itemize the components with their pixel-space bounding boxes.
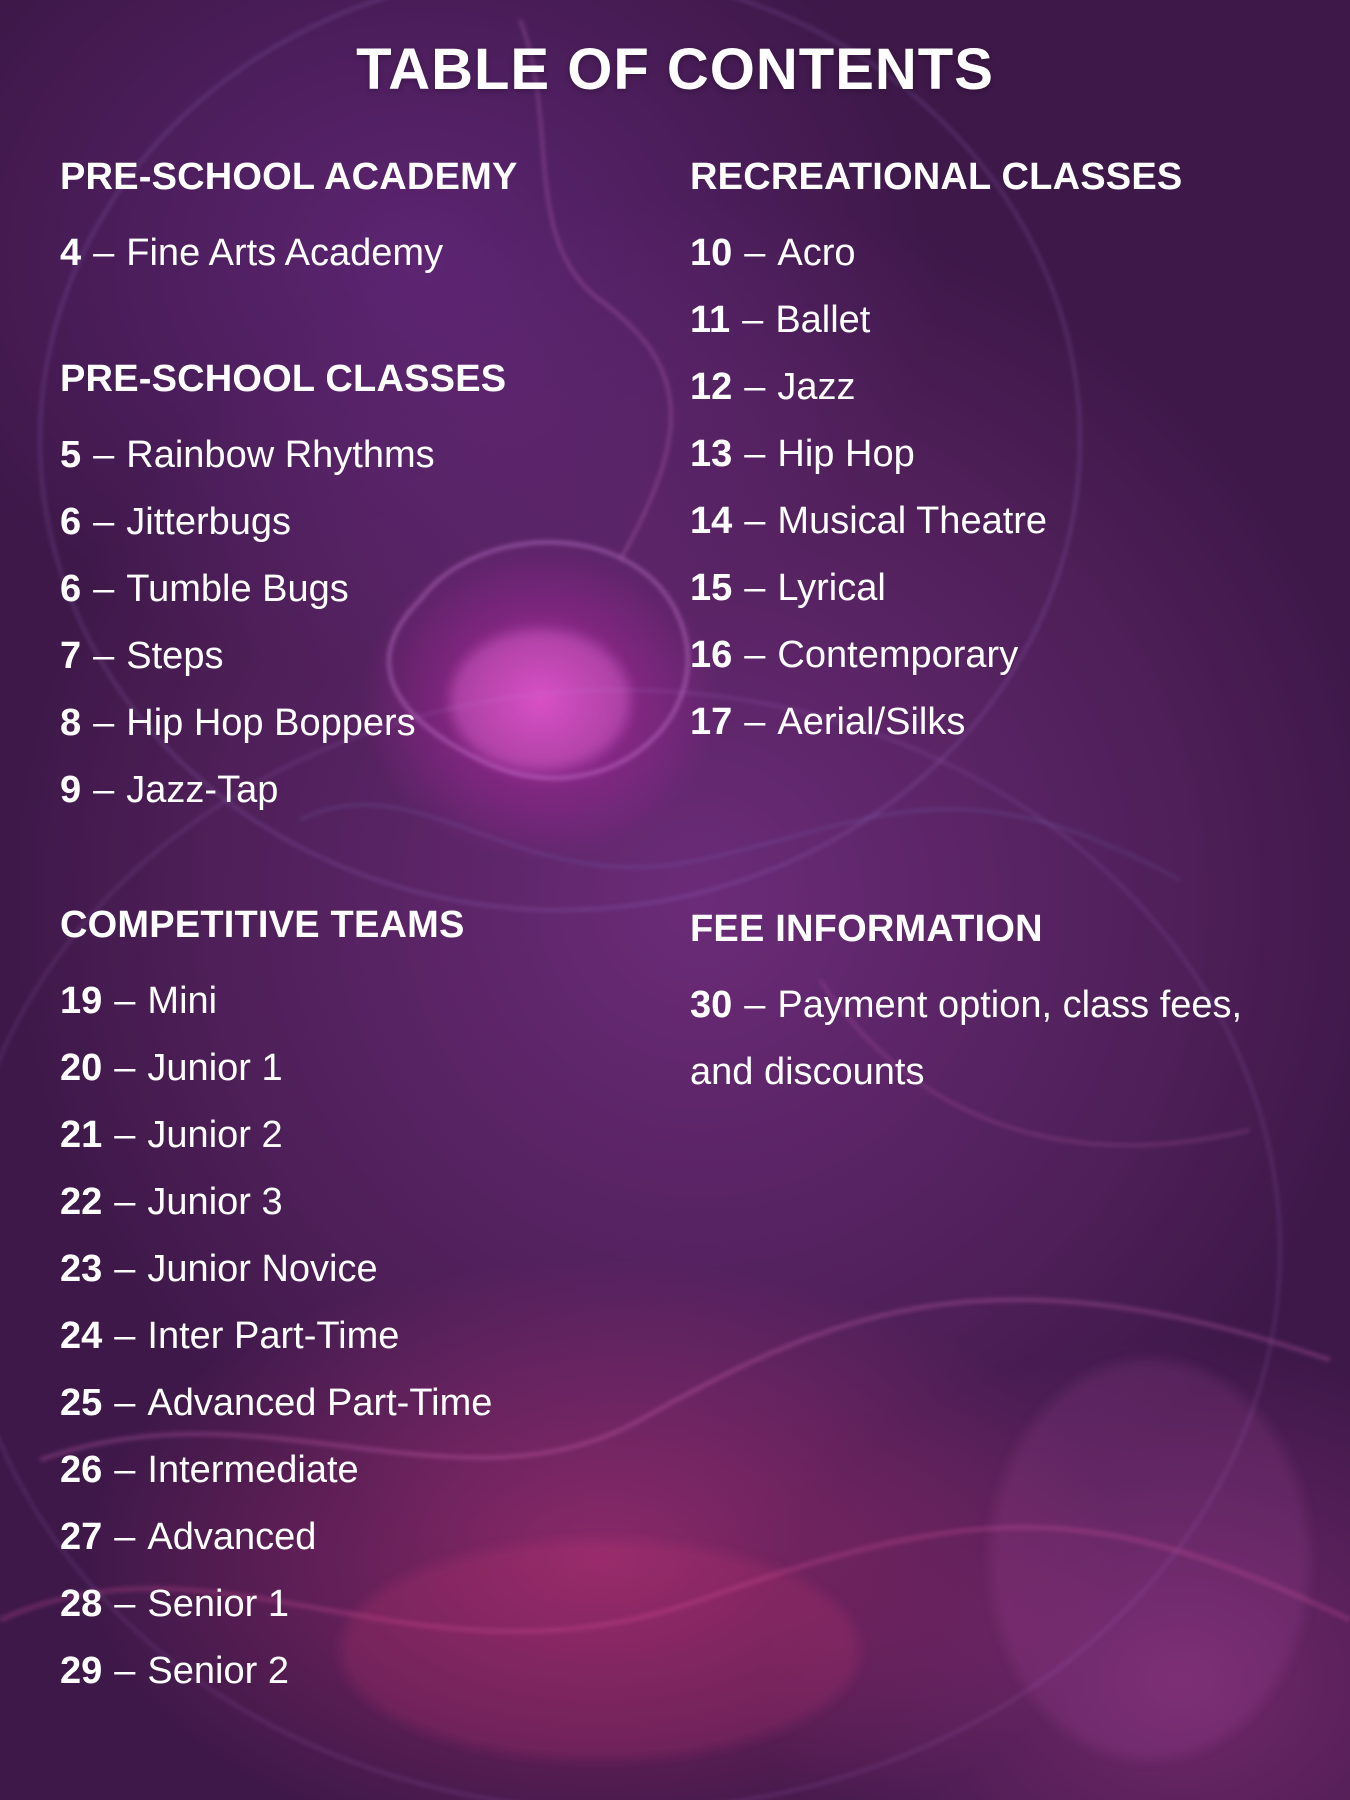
entry-title: Steps	[126, 635, 224, 677]
toc-entry	[60, 1236, 492, 1303]
page-number: 30	[690, 984, 733, 1026]
page-number: 21	[60, 1114, 103, 1156]
entry-title: Jitterbugs	[126, 501, 292, 543]
entry-title: Mini	[147, 980, 218, 1022]
section-heading: PRE-SCHOOL ACADEMY	[60, 156, 518, 198]
entry-title: Ballet	[775, 299, 871, 341]
entry-title: Hip Hop	[777, 433, 915, 475]
entry-title: Junior Novice	[147, 1248, 378, 1290]
toc-entry	[60, 1102, 492, 1169]
page-number: 8	[60, 702, 82, 744]
toc-entry	[60, 1370, 492, 1437]
separator-dash: –	[744, 433, 766, 475]
separator-dash: –	[114, 1650, 136, 1692]
separator-dash: –	[93, 702, 115, 744]
entry-title: Hip Hop Boppers	[126, 702, 416, 744]
separator-dash: –	[114, 1583, 136, 1625]
page-number: 14	[690, 500, 733, 542]
separator-dash: –	[93, 501, 115, 543]
page-number: 4	[60, 232, 82, 274]
separator-dash: –	[744, 500, 766, 542]
toc-entry	[60, 1169, 492, 1236]
page-number: 7	[60, 635, 82, 677]
entry-title: Payment option, class fees, and discounts	[690, 984, 1243, 1093]
toc-entry	[60, 1437, 492, 1504]
separator-dash: –	[114, 980, 136, 1022]
entry-title: Senior 2	[147, 1650, 289, 1692]
toc-entry	[60, 623, 506, 690]
page-number: 17	[690, 701, 733, 743]
page-number: 25	[60, 1382, 103, 1424]
toc-entry	[690, 354, 1182, 421]
separator-dash: –	[114, 1047, 136, 1089]
entry-title: Inter Part-Time	[147, 1315, 400, 1357]
separator-dash: –	[93, 769, 115, 811]
entry-title: Aerial/Silks	[777, 701, 966, 743]
page-number: 27	[60, 1516, 103, 1558]
page-number: 10	[690, 232, 733, 274]
entry-title: Advanced Part-Time	[147, 1382, 493, 1424]
separator-dash: –	[744, 232, 766, 274]
separator-dash: –	[93, 434, 115, 476]
page-number: 6	[60, 568, 82, 610]
toc-entry	[60, 489, 506, 556]
separator-dash: –	[114, 1248, 136, 1290]
toc-entry	[60, 1638, 492, 1705]
toc-entry	[60, 690, 506, 757]
section-preschool-academy	[60, 154, 518, 287]
page-number: 24	[60, 1315, 103, 1357]
page-number: 13	[690, 433, 733, 475]
page-number: 5	[60, 434, 82, 476]
toc-entry	[60, 220, 518, 287]
entry-title: Advanced	[147, 1516, 317, 1558]
page-number: 28	[60, 1583, 103, 1625]
separator-dash: –	[742, 299, 764, 341]
section-competitive-teams	[60, 902, 492, 1705]
toc-entry	[60, 1303, 492, 1370]
page-number: 26	[60, 1449, 103, 1491]
toc-entry	[60, 1035, 492, 1102]
toc-entry	[690, 972, 1250, 1106]
section-recreational-classes	[690, 154, 1182, 756]
entry-title: Tumble Bugs	[126, 568, 349, 610]
separator-dash: –	[114, 1181, 136, 1223]
separator-dash: –	[93, 232, 115, 274]
toc-entry	[690, 622, 1182, 689]
toc-entry	[690, 421, 1182, 488]
separator-dash: –	[744, 984, 766, 1026]
toc-entry	[60, 422, 506, 489]
page-number: 9	[60, 769, 82, 811]
page-number: 6	[60, 501, 82, 543]
separator-dash: –	[744, 567, 766, 609]
entry-title: Junior 2	[147, 1114, 283, 1156]
entry-title: Junior 3	[147, 1181, 283, 1223]
page-number: 29	[60, 1650, 103, 1692]
toc-entry	[690, 488, 1182, 555]
toc-entry	[690, 287, 1182, 354]
page-title: TABLE OF CONTENTS	[356, 37, 994, 102]
toc-entry	[690, 220, 1182, 287]
separator-dash: –	[114, 1449, 136, 1491]
separator-dash: –	[114, 1382, 136, 1424]
separator-dash: –	[744, 366, 766, 408]
separator-dash: –	[744, 634, 766, 676]
toc-entry	[60, 1571, 492, 1638]
toc-entry	[690, 689, 1182, 756]
toc-entry	[60, 556, 506, 623]
entry-title: Fine Arts Academy	[126, 232, 444, 274]
separator-dash: –	[744, 701, 766, 743]
entry-title: Musical Theatre	[777, 500, 1048, 542]
page-number: 19	[60, 980, 103, 1022]
toc-entry	[690, 555, 1182, 622]
separator-dash: –	[93, 635, 115, 677]
section-fee-information	[690, 906, 1250, 1106]
entry-title: Jazz-Tap	[126, 769, 279, 811]
separator-dash: –	[114, 1315, 136, 1357]
page-number: 20	[60, 1047, 103, 1089]
toc-entry	[60, 1504, 492, 1571]
section-heading: COMPETITIVE TEAMS	[60, 904, 465, 946]
section-heading: RECREATIONAL CLASSES	[690, 156, 1183, 198]
page-number: 16	[690, 634, 733, 676]
section-preschool-classes	[60, 356, 506, 824]
page-number: 22	[60, 1181, 103, 1223]
toc-entry	[60, 968, 492, 1035]
entry-title: Acro	[777, 232, 856, 274]
separator-dash: –	[93, 568, 115, 610]
entry-title: Senior 1	[147, 1583, 289, 1625]
page-number: 11	[690, 299, 731, 341]
toc-entry	[60, 757, 506, 824]
entry-title: Junior 1	[147, 1047, 283, 1089]
page-number: 23	[60, 1248, 103, 1290]
separator-dash: –	[114, 1516, 136, 1558]
entry-title: Jazz	[777, 366, 856, 408]
entry-title: Rainbow Rhythms	[126, 434, 435, 476]
page-number: 12	[690, 366, 733, 408]
entry-title: Intermediate	[147, 1449, 359, 1491]
page-number: 15	[690, 567, 733, 609]
entry-title: Contemporary	[777, 634, 1019, 676]
separator-dash: –	[114, 1114, 136, 1156]
section-heading: FEE INFORMATION	[690, 908, 1043, 950]
section-heading: PRE-SCHOOL CLASSES	[60, 358, 507, 400]
entry-title: Lyrical	[777, 567, 886, 609]
